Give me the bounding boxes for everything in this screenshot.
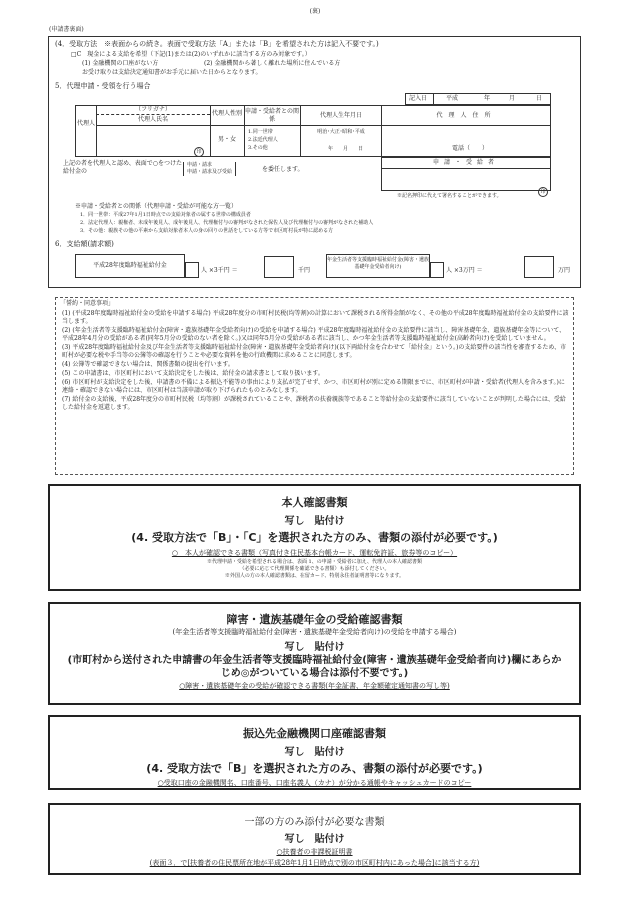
oath-item: (7) 給付金の支給後、平成28年度分の市町村民税（均等割）が課税されていることや、課税者の扶養親族等であること等給付金の支給要件に該当していないことが判明した場合には、受給した給付金を返還します。 xyxy=(62,396,566,411)
attach-id-box[interactable] xyxy=(48,484,581,591)
phone-label[interactable]: 電話（ ） xyxy=(452,145,489,152)
attach-partial-note: (表面３．で[扶養者の住民票所在地が平成28年1月1日時点で別の市区町村内にあった場合]に該当する方) xyxy=(149,859,480,867)
sec6-right-label: 年金生活者等支援臨時福祉給付金(障害・遺族基礎年金受給者向け) xyxy=(327,257,429,270)
proxy-sex-label: 代理人性別 xyxy=(211,110,242,117)
relation-option-1[interactable]: 1.同一世帯 xyxy=(248,129,273,135)
seal-mark: 印 xyxy=(194,147,204,157)
sec4-note: お受け取りは支給決定通知書がお手元に届いた日からとなります。 xyxy=(82,69,262,76)
sec6-left-unit: 千円 xyxy=(298,267,311,274)
relation-note-1: 1．同一世帯：平成27年1月1日時点での支給対象者の属する世帯の構成員者 xyxy=(80,212,251,218)
entry-date-day: 日 xyxy=(536,95,543,102)
relation-note-2: 2．法定代理人：親権者、未成年後見人、成年後見人、代理権付与の審判がなされた保佐人及び代理権付与の審判がなされた補助人 xyxy=(80,220,374,226)
attach-id-note: ※外国人の方の本人確認書類は、在留カード、特別永住者証明書等になります。 xyxy=(224,573,405,579)
applicant-label: 申請・受給者 xyxy=(432,159,499,166)
attach-pension-main: (市町村から送付された申請書の年金生活者等支援臨時福祉給付金(障害・遺族基礎年金受給者向け)欄にあらかじめ◎がついている場合は添付不要です。) xyxy=(67,655,562,679)
relation-note-3: 3．その他：親族その他の平素から支給対象者本人の身の回りの世話をしている方等で市区町村長が特に認める方 xyxy=(80,228,334,234)
attach-id-note: ※代理申請・受給を希望される場合は、表面 1、の申請・受給者に加え、代理人の本人確認書類 xyxy=(206,559,423,565)
relation-notes-title: ※申請・受給者との関係（代理申請・受給が可能な方一覧） xyxy=(75,203,238,210)
sec6-right-amount[interactable] xyxy=(524,256,554,278)
attach-partial-item: ○扶養者の非課税証明書 xyxy=(276,848,353,856)
reason-2: (2) 金融機関から著しく離れた場所に住んでいる方 xyxy=(204,60,341,67)
delegation-opt-1[interactable]: 申請・請求 xyxy=(187,162,213,168)
relation-label: 申請・受給者との関係 xyxy=(245,108,300,123)
sec5-title: 5．代理申請・受領を行う場合 xyxy=(55,82,151,90)
entry-date-year: 年 xyxy=(484,95,491,102)
attach-bank-box[interactable] xyxy=(48,715,581,790)
attach-bank-title: 振込先金融機関口座確認書類 xyxy=(243,727,386,740)
birth-label: 代理人生年月日 xyxy=(319,112,362,119)
relation-option-2[interactable]: 2.法廷代理人 xyxy=(248,137,278,143)
furigana-label: （フリガナ） xyxy=(135,106,171,113)
attach-pension-box[interactable] xyxy=(48,602,581,705)
attach-partial-title: 一部の方のみ添付が必要な書類 xyxy=(244,817,385,828)
delegation-opt-2[interactable]: 申請・請求及び受給 xyxy=(187,169,233,175)
oath-item: (6) 市区町村が支給決定をした後、申請書の不備による振込不能等の事由により支払が完了せず、かつ、市区町村が別に定める期限までに、市区町村が申請・受給者(代理人を含みます。)に連絡・確認できない場合には、市区町村は当該申請が取り下げられたものとみなします。 xyxy=(62,379,565,394)
attach-pension-sub0: (年金生活者等支援臨時福祉給付金(障害・遺族基礎年金受給者向け)の受給を申請する場合) xyxy=(172,628,457,636)
option-c[interactable]: □C 現金による支給を希望（下記(1)または(2)のいずれかに該当する方のみ対象です。） xyxy=(71,51,311,58)
attach-pension-title: 障害・遺族基礎年金の受給確認書類 xyxy=(226,613,403,626)
attach-id-main: (4. 受取方法で「B」・「C」を選択された方のみ、書類の添付が必要です。) xyxy=(131,531,498,544)
signature-note: ※記名押印に代えて署名することができます。 xyxy=(397,193,502,199)
birth-ymd[interactable]: 年 月 日 xyxy=(328,146,364,152)
address-label: 代理人住所 xyxy=(436,112,497,119)
sec6-right-count[interactable] xyxy=(430,262,444,278)
attach-bank-item: ○受取口座の金融機関名、口座番号、口座名義人（カナ）が分かる通帳やキャッシュカードのコピー xyxy=(157,779,472,787)
attach-id-item: ○ 本人が確認できる書類（写真付き住民基本台帳カード、運転免許証、旅券等のコピー） xyxy=(171,549,458,557)
attach-bank-main: (4. 受取方法で「B」を選択された方のみ、書類の添付が必要です。) xyxy=(146,762,483,775)
form-label: (申請書裏面) xyxy=(49,26,84,33)
sec6-left-amount[interactable] xyxy=(264,256,294,278)
attach-partial-box[interactable] xyxy=(48,803,581,875)
attach-bank-sub: 写し 貼付け xyxy=(284,747,345,758)
sec6-left-label: 平成28年度臨時福祉給付金 xyxy=(93,262,167,269)
entry-date-month: 月 xyxy=(509,95,516,102)
sec6-title: 6．支給額(請求額) xyxy=(55,240,114,248)
oath-list xyxy=(62,310,569,413)
entry-date-era: 平成 xyxy=(446,95,459,102)
sec6-right-mult: 人 ×3万円 ＝ xyxy=(446,267,483,274)
attach-pension-sub: 写し 貼付け xyxy=(284,642,345,653)
delegation-post: を委任します。 xyxy=(262,166,304,173)
attach-id-note: （必要に応じて代理関係を確認できる書類）も添付してください。 xyxy=(239,566,390,572)
page-side-label: (裏) xyxy=(309,8,321,15)
attach-pension-item: ○障害・遺族基礎年金の受給が確認できる書類(年金証書、年金額確定通知書の写し等) xyxy=(179,682,450,690)
oath-item: (2) (年金生活者等支援臨時福祉給付金(障害・遺族基礎年金受給者向け)の受給を申請する場合) 平成28年度臨時福祉給付金の支給要件に該当し、障害基礎年金、遺族基礎年金等について、平成28年4月分の受給がある者(同年5月分の受給のない者を除く。)又は同年5月分の受給がある者に該当し、かつ年金生活者等支援臨時福祉給付金(高齢者向け)を受給していません。 xyxy=(62,327,566,342)
proxy-name-label: 代理人氏名 xyxy=(137,116,168,123)
oath-item: (3) 平成28年度臨時福祉給付金及び年金生活者等支援臨時福祉給付金(障害・遺族基礎年金受給者向け)(以下両給付金を合わせて「給付金」という。)の支給要件の該当性を審査するため、市町村が必要な税や手当等の公簿等の確認を行うことや必要な資料を他の行政機関に求めることに同意します。 xyxy=(62,344,567,359)
oath-title: 「誓約・同意事項」 xyxy=(60,300,115,307)
reason-1: (1) 金融機関の口座がない方 xyxy=(82,60,159,67)
proxy-row-label: 代理人 xyxy=(77,120,96,127)
attach-id-sub: 写し 貼付け xyxy=(284,516,345,527)
entry-date-label: 記入日 xyxy=(409,95,428,102)
attach-partial-sub: 写し 貼付け xyxy=(284,834,345,845)
birth-eras[interactable]: 明治･大正･昭和･平成 xyxy=(317,129,365,135)
delegation-text: 上記の者を代理人と認め、表面で○をつけた給付金の xyxy=(63,160,182,175)
applicant-seal: 印 xyxy=(538,187,548,197)
sec4-title: (4．受取方法 ※表面からの続き。表面で受取方法「A」または「B」を希望された方は記入不要です。) xyxy=(55,40,379,48)
proxy-sex-options[interactable]: 男・女 xyxy=(217,136,236,143)
sec6-left-mult: 人 ×3千円 ＝ xyxy=(201,267,238,274)
sec6-right-unit: 万円 xyxy=(558,267,571,274)
oath-item: (4) 公簿等で確認できない場合は、関係書類の提出を行います。 xyxy=(62,361,234,368)
sec6-left-count[interactable] xyxy=(185,262,199,278)
oath-item: (5) この申請書は、市区町村において支給決定をした後は、給付金の請求書として取り扱います。 xyxy=(62,370,324,377)
attach-id-title: 本人確認書類 xyxy=(281,496,348,509)
relation-option-3[interactable]: 3.その他 xyxy=(248,145,268,151)
oath-item: (1) (平成28年度臨時福祉給付金の受給を申請する場合) 平成28年度分の市町村民税(均等割)の計算において課税される所得金額がなく、その他の平成28年度臨時福祉給付金の支給要件に該当します。 xyxy=(62,310,569,325)
